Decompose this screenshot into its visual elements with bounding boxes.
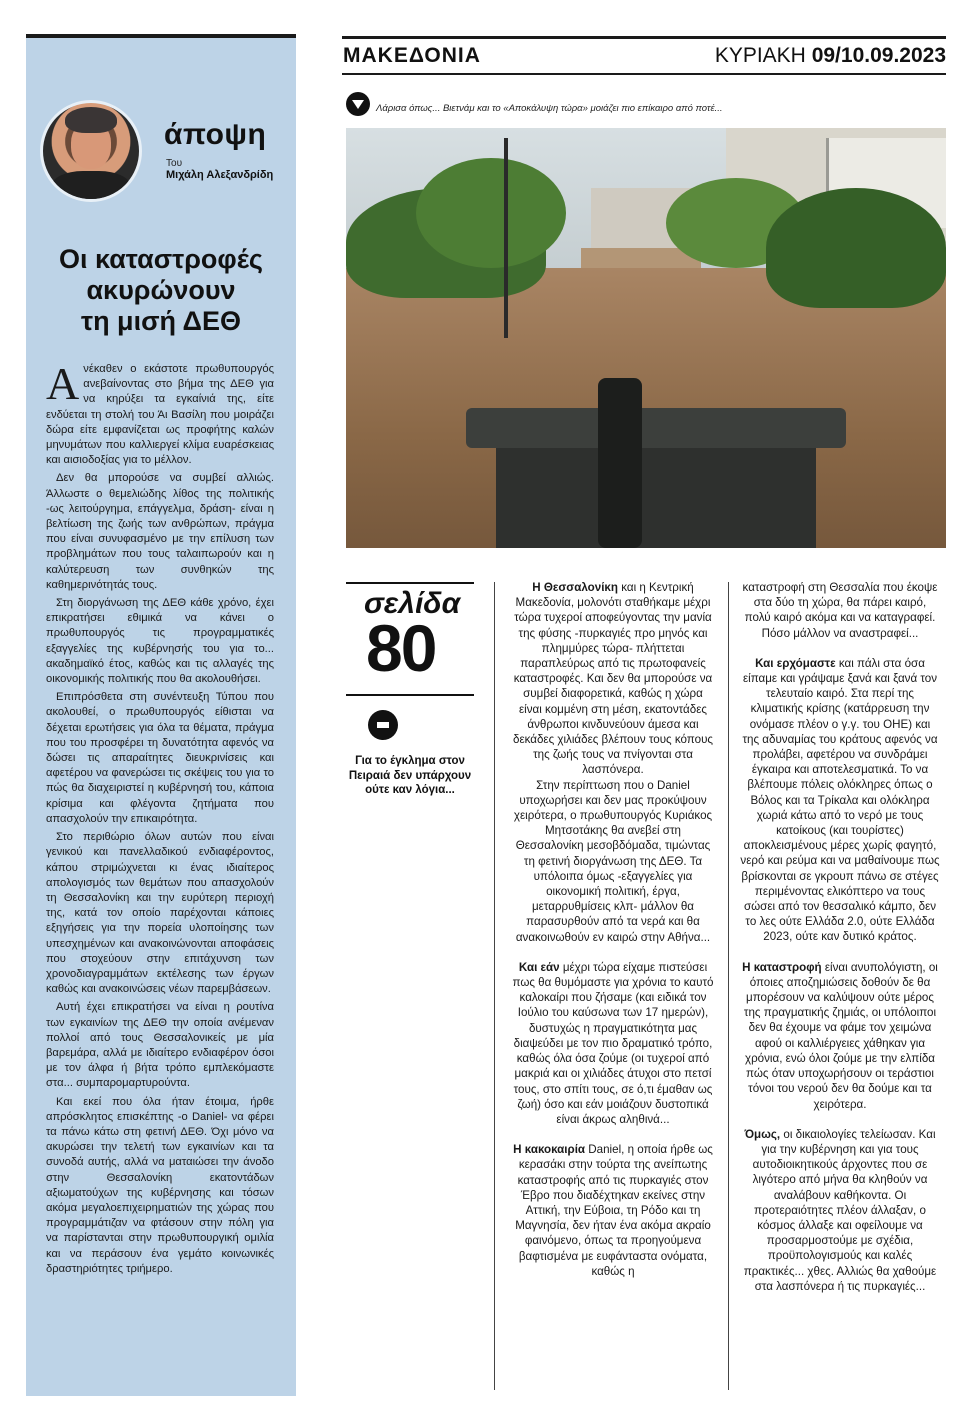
opinion-label: άποψη: [164, 118, 267, 151]
body-paragraph: Όμως, οι δικαιολογίες τελείωσαν. Και για την κυβέρνηση και για τους αυτοδιοικητικούς άρχοντες που σε λιγότερο από μήνα θα κληθούν να αναλάβουν καθήκοντα. Οι προτεραιότητες πλέον άλλαξαν, ο κόσμος άλλαξε και οφείλουμε να προσαρμοστούμε με σχέδια, προϋπολογισμούς και καλές πρακτικές... χθες. Αλλιώς θα χαθούμε στα λασπόνερα ή τις πυρκαγιές...: [743, 1127, 937, 1293]
opinion-paragraph: Δεν θα μπορούσε να συμβεί αλλιώς. Άλλωστε ο θεμελιώδης λίθος της πολιτικής -ως λειτούργημα, επάγγελμα, δράση- είναι η βελτίωση της ζωής των ανθρώπων, πράγμα που είναι συνυφασμένο με την επίλυση των προβλημάτων που τους ταλαιπωρούν και η καλύτερευση των συνθηκών της καθημερινότητάς τους.: [46, 472, 274, 591]
column-rule: [728, 582, 729, 1390]
header-rule-bottom: [342, 73, 946, 75]
caption-arrow-icon: [346, 92, 370, 116]
issue-date: ΚΥΡΙΑΚΗ 09/10.09.2023: [714, 44, 946, 67]
body-paragraph: Η καταστροφή είναι ανυπολόγιστη, οι όποιες αποζημιώσεις δοθούν δε θα μπορέσουν να καλύψουν ούτε μέρος της πραγματικής ζημιάς, οι υπόλοιποι δεν θα έχουμε να φάμε τον χειμώνα αφού οι καλλιέργειες χάθηκαν για χρόνια, ενώ όλοι ζούμε με την ελπίδα πώς όταν υποχωρήσουν οι τεράστιοι τόνοι του νερού δεν θα δούμε και τα χειρότερα.: [742, 960, 938, 1111]
opinion-paragraph: Ανέκαθεν ο εκάστοτε πρωθυπουργός ανεβαίνοντας στο βήμα της ΔΕΘ για να κηρύξει τα εγκαίνιά της, είτε ενδύεται τη στολή του Άι Βασίλη που μοιράζει δώρα είτε εμφανίζεται ως προφήτης καλών μηνυμάτων που καλλιεργεί κλίμα ευαρέσκειας και αισιοδοξίας για το μέλλον.: [46, 358, 274, 467]
headline-line: Οι καταστροφές: [59, 244, 263, 274]
opinion-headline: [26, 244, 296, 337]
headline-line: ακυρώνουν: [86, 275, 236, 305]
teaser-text: Για το έγκλημα στον Πειραιά δεν υπάρχουν ούτε καν λόγια...: [348, 755, 472, 796]
opinion-body: [46, 358, 274, 1280]
opinion-paragraph: Επιπρόσθετα στη συνέντευξη Τύπου που ακολουθεί, ο πρωθυπουργός είθισται να δέχεται ερωτήσεις για όλα τα θέματα, πράγμα που του προσφέρει τη δυνατότητα αφενός να δώσει τις απαραίτητες διευκρινίσεις και αφετέρου να φανερώσει τις σκέψεις του για το πώς θα διαχειριστεί η κυβέρνησή του, κάποια κρίσιμα και φλέγοντα ζητήματα που απασχολούν την επικαιρότητα.: [46, 691, 274, 825]
dropcap: Α: [46, 358, 80, 409]
minus-icon: [368, 710, 398, 740]
body-paragraph: καταστροφή στη Θεσσαλία που έκοψε στα δύο τη χώρα, θα πάρει καιρό, πολύ καιρό ακόμα και να καταγραφεί. Πόσο μάλλον να αναστραφεί...: [742, 581, 938, 640]
opinion-column: [26, 34, 296, 1396]
header-rule-top: [342, 36, 946, 39]
opinion-paragraph: Στο περιθώριο όλων αυτών που είναι γενικού και πανελλαδικού ενδιαφέροντος, κάπου στριμώχνεται κι ένας ιδιαίτερος απολογισμός των θεμάτων που απασχολούν τη Θεσσαλονίκη και την ευρύτερη περιοχή της, κατά τον οποίο παρέχονται κάποιες εξηγήσεις για την πορεία υλοποίησης των υπεσχημένων και ανακοινώνονται αποφάσεις που στοχεύουν στην επιτάχυνση των χρονοδιαγραμμάτων εκτέλεσης των έργων καθώς και ανακοινώσεις νέων παρεμβάσεων.: [46, 831, 274, 996]
author-avatar: [40, 100, 142, 202]
opinion-paragraph: Και εκεί που όλα ήταν έτοιμα, ήρθε απρόσκλητος επισκέπτης -ο Daniel- να φέρει τα πάνω κάτω στη φετινή ΔΕΘ. Όχι μόνο να ακυρώσει την τελετή των εγκαινίων και τα συνοδά αυτής, αλλά να ματαιώσει την άνοδο στην Θεσσαλονίκη εκατοντάδων αξιωματούχων της κυβέρνησης και τόσων ακόμα μεγαλοεπιχειρηματιών της χώρας που προγραμμάτιζαν να φτάσουν στην πόλη για να παρίστανται στην πρωθυπουργική ομιλία και να περάσουν ένα γεμάτο κοινωνικές δραστηριότητες τριήμερο.: [46, 1095, 274, 1275]
body-paragraph: Και εάν μέχρι τώρα είχαμε πιστεύσει πως θα θυμόμαστε για χρόνια το καυτό καλοκαίρι που ζήσαμε (και ειδικά τον Ιούλιο του καύσωνα των 17 ημερών), δυστυχώς η πραγματικότητα μας διαψεύδει με τον πιο δραματικό τρόπο, καθώς όλα όσα ζούμε (οι τυχεροί από μακριά και οι χιλιάδες άτυχοι στο πετσί τους, στο σπίτι τους, σε ό,τι έμαθαν ως ζωή) όσο και εάν μοιάζουν δυστοπικά είναι άκρως αληθινά...: [512, 960, 714, 1126]
body-paragraph: Η Θεσσαλονίκη και η Κεντρική Μακεδονία, μολονότι σταθήκαμε μέχρι τώρα τυχεροί αποφεύγοντας την μανία της φύσης -πυρκαγιές προ μηνός και πλημμύρες τώρα- πλήττεται παραπλεύρως από τις πρωτοφανείς καταστροφές. Και δεν θα μπορούσε να συμβεί διαφορετικά, καθώς η χώρα είναι κομμένη στη μέση, εκατοντάδες άνθρωποι κινδυνεύουν άμεσα και δεκάδες χιλιάδες βλέπουν τους κόπους της ζωής τους να πνίγονται στα λασπόνερα.: [512, 581, 713, 777]
byline-prefix: Του: [166, 158, 183, 169]
byline-author: Μιχάλη Αλεξανδρίδη: [166, 169, 274, 181]
page-label: σελίδα: [364, 587, 461, 620]
page-number: 80: [366, 611, 436, 685]
body-paragraph: Η κακοκαιρία Daniel, η οποία ήρθε ως κερασάκι στην τούρτα της ανείπωτης καταστροφής από τις πυρκαγιές στον Έβρο που διαδέχτηκαν εκείνες στην Αττική, την Εύβοια, τη Ρόδο και τη Μαγνησία, δεν ήταν ένα ακόμα ακραίο φαινόμενο, όπως τα προηγούμενα βαφτισμένα με ευφάνταστα ονόματα, καθώς η: [513, 1143, 713, 1278]
body-column-1: [512, 580, 714, 1294]
body-paragraph: Και ερχόμαστε και πάλι στα όσα είπαμε και γράψαμε ξανά και ξανά τον τελευταίο καιρό. Στα περί της κλιματικής κρίσης (κατάρρευση την ονόμασε πλέον ο γ.γ. του ΟΗΕ) και της αδυναμίας του κράτους αφενός να προλάβει, αφετέρου να συνδράμει έγκαιρα και αποτελεσματικά. Το να βλέπουμε πόλεις ολόκληρες όπως ο Βόλος και τα Τρίκαλα και ολόκληρα χωριά κάτω από το νερό με τους κατοίκους (και τουρίστες) αποκλεισμένους μέρες χωρίς φαγητό, νερό και ρεύμα και να μαθαίνουμε πως βρίσκονται σε γκρουπ πάνω σε στέγες περιμένοντας ελικόπτερο να τους σώσει από τον θεσσαλικό κάμπο, δεν το λες ούτε Ελλάδα 2.0, ούτε Ελλάδα 2023, ούτε καν δυτικό κράτος.: [740, 656, 940, 944]
flood-photo: [346, 128, 946, 548]
body-paragraph: Στην περίπτωση που ο Daniel υποχωρήσει και δεν μας προκύψουν χειρότερα, ο πρωθυπουργός Κυριάκος Μητσοτάκης θα ανεβεί στη Θεσσαλονίκη μεσοβδόμαδα, τιμώντας τη φετινή διοργάνωση της ΔΕΘ. Τα υπόλοιπα όμως -εξαγγελίες για οικονομική πολιτική, έργα, μεταρρυθμίσεις κλπ- μάλλον θα παρασυρθούν από τα νερά και θα ανακοινωθούν εν καιρώ στην Αθήνα...: [513, 778, 713, 944]
photo-caption: Λάρισα όπως... Βιετνάμ και το «Αποκάλυψη τώρα» μοιάζει πιο επίκαιρο από ποτέ...: [376, 103, 723, 114]
paper-name: ΜΑΚΕΔΟΝΙΑ: [343, 44, 481, 67]
headline-line: τη μισή ΔΕΘ: [81, 306, 241, 336]
opinion-paragraph: Αυτή έχει επικρατήσει να είναι η ρουτίνα των εγκαινίων της ΔΕΘ την οποία ανέμεναν πολλοί από τους Θεσσαλονικείς με μία βαρεμάρα, αλλά με ιδιαίτερο ενδιαφέρον όσοι με τον άλφα ή βήτα τρόπο εμπλεκόμαστε στα... συμπαρομαρτυρούντα.: [46, 1001, 274, 1090]
opinion-paragraph: Στη διοργάνωση της ΔΕΘ κάθε χρόνο, έχει επικρατήσει εθιμικά να κάνει ο πρωθυπουργός τις προγραμματικές εξαγγελίες της κυβέρνησής του για το... ακαδημαϊκό έτος, καθώς και τις αλλαγές της οικονομικής πολιτικής που θα ακολουθήσει.: [46, 597, 274, 686]
column-rule: [494, 582, 495, 1390]
body-column-2: [740, 580, 940, 1309]
